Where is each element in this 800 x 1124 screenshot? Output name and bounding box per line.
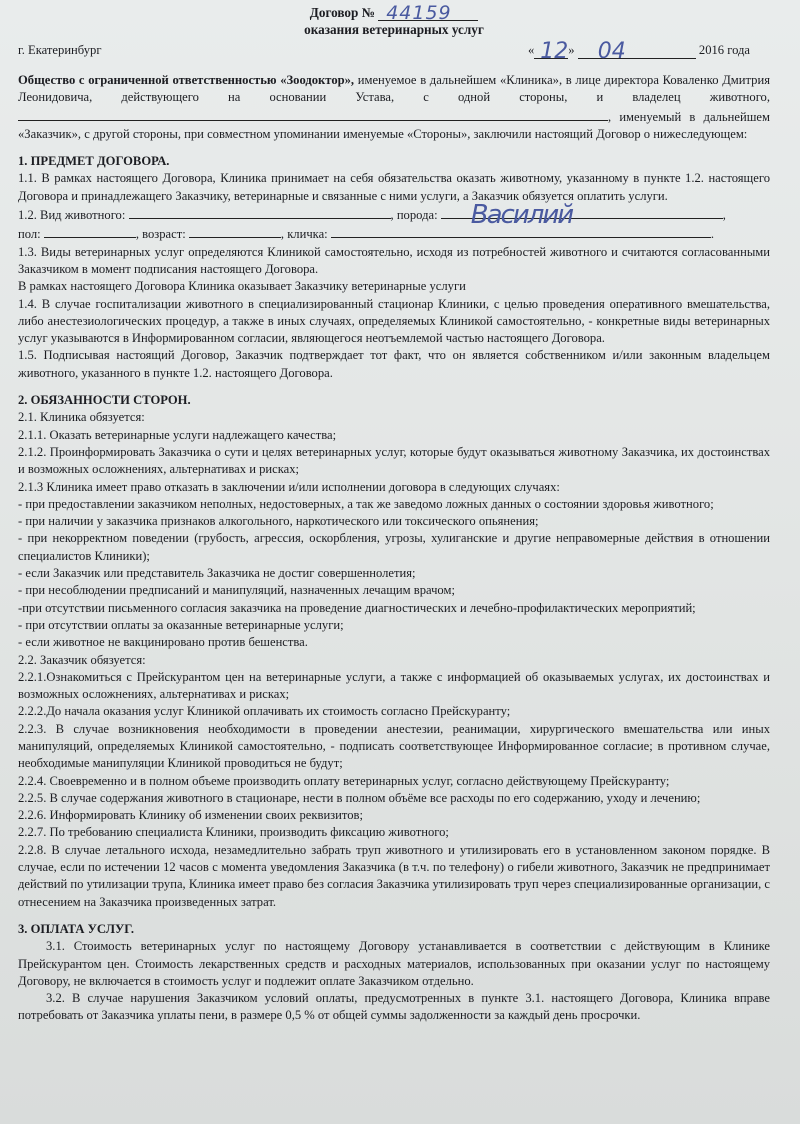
clause-2-line: -при отсутствии письменного согласия заказчика на проведение диагностических и лечебно-профилактических мероприятий; (18, 600, 696, 615)
pet-name-handwritten: Василий (470, 199, 573, 230)
clause-2-line: - при отсутствии оплаты за оказанные ветеринарные услуги; (18, 617, 344, 632)
clause-2-line: 2.1.3 Клиника имеет право отказать в заключении и/или исполнении договора в следующих случаях: (18, 479, 560, 494)
nickname-field[interactable] (331, 224, 711, 238)
clause-2-line: 2.1.2. Проинформировать Заказчика о сути и целях ветеринарных услуг, которые будут оказываться животному Заказчика, их достоинствах и возможных осложнениях, альтернативах и рисках; (18, 444, 770, 477)
clause-2-line: 2.2.4. Своевременно и в полном объеме производить оплату ветеринарных услуг, согласно действующему Прейскуранту; (18, 773, 670, 788)
date-day-handwritten: 12 (540, 39, 569, 64)
sex-field[interactable] (44, 224, 136, 238)
section-2-heading: 2. ОБЯЗАННОСТИ СТОРОН. (18, 393, 191, 408)
clause-2-line: - если Заказчик или представитель Заказчика не достиг совершеннолетия; (18, 566, 416, 581)
clause-2-line: - при предоставлении заказчиком неполных, недостоверных, а так же заведомо ложных данных о состоянии здоровья животного; (18, 496, 714, 511)
age-field[interactable] (189, 224, 281, 238)
clause-2-line: 2.2.2.До начала оказания услуг Клиникой оплачивать их стоимость согласно Прейскуранту; (18, 704, 511, 719)
city-date-line (18, 40, 770, 62)
clause-1-3b: В рамках настоящего Договора Клиника оказывает Заказчику ветеринарные услуги (18, 279, 466, 294)
clause-2-line: 2.2. Заказчик обязуется: (18, 652, 146, 667)
owner-name-field[interactable] (18, 107, 608, 121)
clause-1-1: 1.1. В рамках настоящего Договора, Клиника принимает на себя обязательства оказать животному, указанному в пункте 1.2. настоящего Договора и принадлежащего Заказчику, ветеринарные и связанные с ними услуги, а Заказчик обязуется оплатить услуги. (18, 171, 770, 203)
clause-1-3: 1.3. Виды ветеринарных услуг определяются Клиникой самостоятельно, исходя из потребностей животного и считаются согласованными Заказчиком в момент подписания настоящего Договора. (18, 244, 770, 276)
clause-1-2: 1.2. Вид животного: , порода: Василий , пол: , возраст: , кличка: . (18, 199, 726, 242)
date-year: 2016 года (698, 43, 751, 57)
section-1-heading: 1. ПРЕДМЕТ ДОГОВОРА. (18, 154, 170, 169)
section-3-heading: 3. ОПЛАТА УСЛУГ. (18, 921, 134, 936)
clause-2-line: - при несоблюдении предписаний и манипуляций, назначенных лечащим врачом; (18, 583, 455, 598)
clause-2-line: 2.1.1. Оказать ветеринарные услуги надлежащего качества; (18, 427, 337, 442)
contract-subtitle: оказания ветеринарных услуг (304, 22, 484, 37)
clause-2-line: 2.2.7. По требованию специалиста Клиники, производить фиксацию животного; (18, 825, 449, 840)
clause-2-line: - при некорректном поведении (грубость, агрессия, оскорбления, угрозы, хулиганские и другие неправомерные действия в отношении специалистов Клиники); (18, 531, 770, 563)
contract-date: « 12 » 04 2016 года (528, 39, 751, 64)
clause-3-2: 3.2. В случае нарушения Заказчиком условий оплаты, предусмотренных в пункте 3.1. настоящего Договора, Клиника вправе потребовать от Заказчика уплаты пени, в размере 0,5 % от общей суммы задолженности за каждый день просрочки. (18, 991, 770, 1023)
breed-field[interactable] (441, 199, 723, 230)
contract-title (18, 0, 770, 38)
title-prefix: Договор № (309, 5, 375, 20)
clause-2-line: 2.2.8. В случае летального исхода, незамедлительно забрать труп животного и утилизировать его в установленном законом порядке. В случае, если по истечении 12 часов с момента уведомления Заказчика (в т.ч. по телефону) о гибели животного, Заказчик не предпринимает действий по утилизации трупа, Клиника имеет право без согласия Заказчика утилизировать труп через специализированные организации, с отнесением на Заказчика произведенных затрат. (18, 842, 770, 909)
date-month-handwritten: 04 (597, 39, 626, 64)
clause-3-1: 3.1. Стоимость ветеринарных услуг по настоящему Договору устанавливается в соответствии с действующим в Клинике Прейскурантом цен. Стоимость лекарственных средств и расходных материалов, использованных при оказании услуг по настоящему Договору, не включается в стоимость услуг и подлежит оплате Заказчиком отдельно. (18, 939, 770, 988)
clause-2-line: 2.2.5. В случае содержания животного в стационаре, нести в полном объёме все расходы по его содержанию, уходу и лечению; (18, 790, 701, 805)
contract-number-handwritten: 44159 (386, 2, 452, 24)
clause-1-4: 1.4. В случае госпитализации животного в специализированный стационар Клиники, с целью проведения оперативного вмешательства, либо анестезиологических процедур, а также в иных случаях, определяемых Клиникой самостоятельно, - конкретные виды ветеринарных услуг указываются в Информированном согласии, являющегося неотъемлемой частью настоящего Договора. (18, 296, 770, 346)
intro-paragraph: Общество с ограниченной ответственностью «Зоодоктор», именуемое в дальнейшем «Клиника», в лице директора Коваленко Дмитрия Леонидовича, действующего на основании Устава, с одной стороны, и владелец животного,, именуемый в дальнейшем «Заказчик», с другой стороны, при совместном упоминании именуемые «Стороны», заключили настоящий Договор о нижеследующем: (18, 73, 770, 141)
clause-2-line: 2.2.3. В случае возникновения необходимости в проведении анестезии, реанимации, хирургического вмешательства или иных манипуляций, определяемых Клиникой самостоятельно, - подписать соответствующее Информированное согласие; в противном случае, необходимые манипуляции Клиникой проводиться не будут; (18, 721, 770, 771)
animal-type-field[interactable] (129, 205, 391, 219)
city: г. Екатеринбург (18, 43, 102, 57)
company-name: Общество с ограниченной ответственностью «Зоодоктор», (18, 73, 355, 87)
clause-2-line: 2.2.6. Информировать Клинику об изменении своих реквизитов; (18, 808, 363, 823)
clause-2-line: 2.2.1.Ознакомиться с Прейскурантом цен на ветеринарные услуги, а также с информацией об оказываемых услугах, их достоинствах и возможных осложнениях, альтернативах и рисках; (18, 669, 770, 702)
clause-2-line: - если животное не вакцинировано против бешенства. (18, 635, 308, 650)
contract-number-field (378, 2, 478, 24)
date-day-field (534, 39, 569, 64)
clause-1-5: 1.5. Подписывая настоящий Договор, Заказчик подтверждает тот факт, что он является собственником и/или законным владельцем животного, указанного в пункте 1.2. настоящего Договора. (18, 348, 770, 380)
clause-2-line: - при наличии у заказчика признаков алкогольного, наркотического или токсического опьянения; (18, 514, 539, 529)
clause-2-line: 2.1. Клиника обязуется: (18, 410, 145, 425)
